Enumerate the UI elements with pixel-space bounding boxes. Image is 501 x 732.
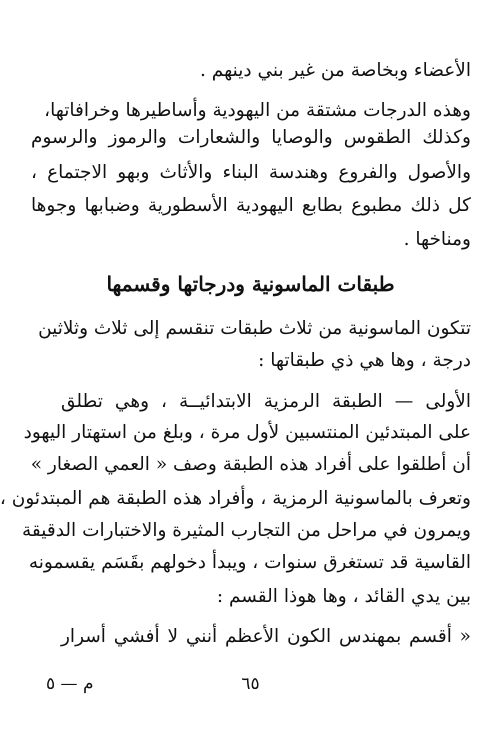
text-line: تتكون الماسونية من ثلاث طبقات تنقسم إلى ثلاث وثلاثين: [38, 318, 471, 339]
page-number: ٦٥: [241, 674, 260, 694]
text-line: القاسية قد تستغرق سنوات ، ويبدأ دخولهم بقَسَم يقسمونه: [28, 552, 471, 573]
text-line: والأصول والفروع وهندسة البناء والأثاث وبهو الاجتماع ،: [31, 162, 471, 183]
text-line: بين يدي القائد ، وها هوذا القسم :: [216, 586, 471, 607]
text-line: الأعضاء وبخاصة من غير بني دينهم .: [200, 60, 471, 81]
signature-mark: م — ٥: [46, 674, 94, 694]
text-line: وتعرف بالماسونية الرمزية ، وأفراد هذه الطبقة هم المبتدئون ،: [0, 488, 471, 509]
text-line: أن أطلقوا على أفراد هذه الطبقة وصف « العمي الصغار »: [30, 454, 471, 475]
text-line: « أقسم بمهندس الكون الأعظم أنني لا أفشي أسرار: [61, 626, 471, 647]
text-line: على المبتدئين المنتسبين لأول مرة ، وبلغ من استهتار اليهود: [23, 422, 471, 443]
section-heading: طبقات الماسونية ودرجاتها وقسمها: [106, 272, 395, 296]
text-line: وهذه الدرجات مشتقة من اليهودية وأساطيرها وخرافاتها،: [44, 100, 471, 121]
text-line: الأولى — الطبقة الرمزية الابتدائيــة ، وهي تطلق: [61, 391, 471, 412]
text-line: وكذلك الطقوس والوصايا والشعارات والرموز والرسوم: [31, 127, 471, 148]
text-line: ومناخها .: [403, 229, 471, 250]
text-line: ويمرون في مراحل من التجارب المثيرة والاختبارات الدقيقة: [22, 520, 471, 541]
text-line: درجة ، وها هي ذي طبقاتها :: [258, 350, 471, 371]
text-line: كل ذلك مطبوع بطابع اليهودية الأسطورية وضبابها وجوها: [31, 195, 471, 216]
